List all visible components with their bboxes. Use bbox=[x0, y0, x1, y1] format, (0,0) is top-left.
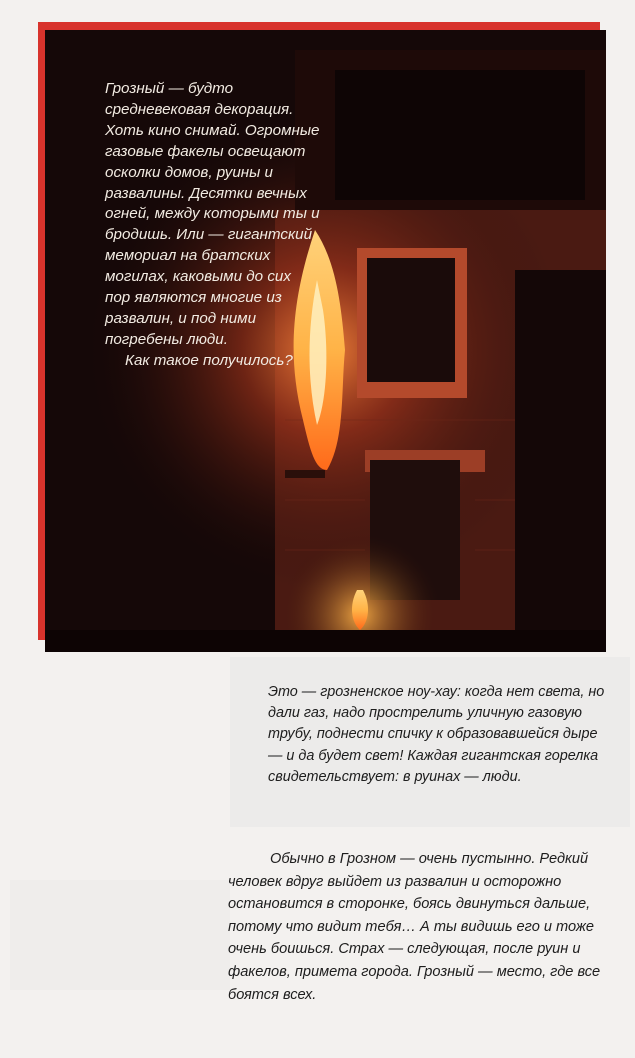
photo-caption: Это — грозненское ноу-хау: когда нет света, но дали газ, надо прострелить уличную газовую трубу, поднести спичку к образовавшейся дыре — и да будет свет! Каждая гигантская горелка свидетельствует: в руинах — люди. bbox=[268, 684, 605, 785]
photo-overlay-text bbox=[105, 79, 320, 372]
bleed-through-area bbox=[10, 880, 230, 990]
overlay-paragraph-2: Как такое получилось? bbox=[125, 351, 293, 369]
burning-ruins-photo bbox=[45, 30, 606, 652]
gas-pipe bbox=[285, 470, 325, 478]
overlay-paragraph-1: Грозный — будто средневековая декорация. Хоть кино снимай. Огромные газовые факелы освещают осколки домов, руины и развалины. Десятки вечных огней, между которыми ты и бродишь. Или — гигантский мемориал на братских могилах, каковыми до сих пор являются многие из развалин, и под ними погребены люди. bbox=[105, 80, 320, 348]
body-paragraph: Обычно в Грозном — очень пустынно. Редкий человек вдруг выйдет из развалин и осторожно остановится в сторонке, боясь двинуться дальше, потому что видит тебя… А ты видишь его и тоже очень боишься. Страх — следующая, после руин и факелов, примета города. Грозный — место, где все боятся всех. bbox=[228, 851, 601, 1003]
